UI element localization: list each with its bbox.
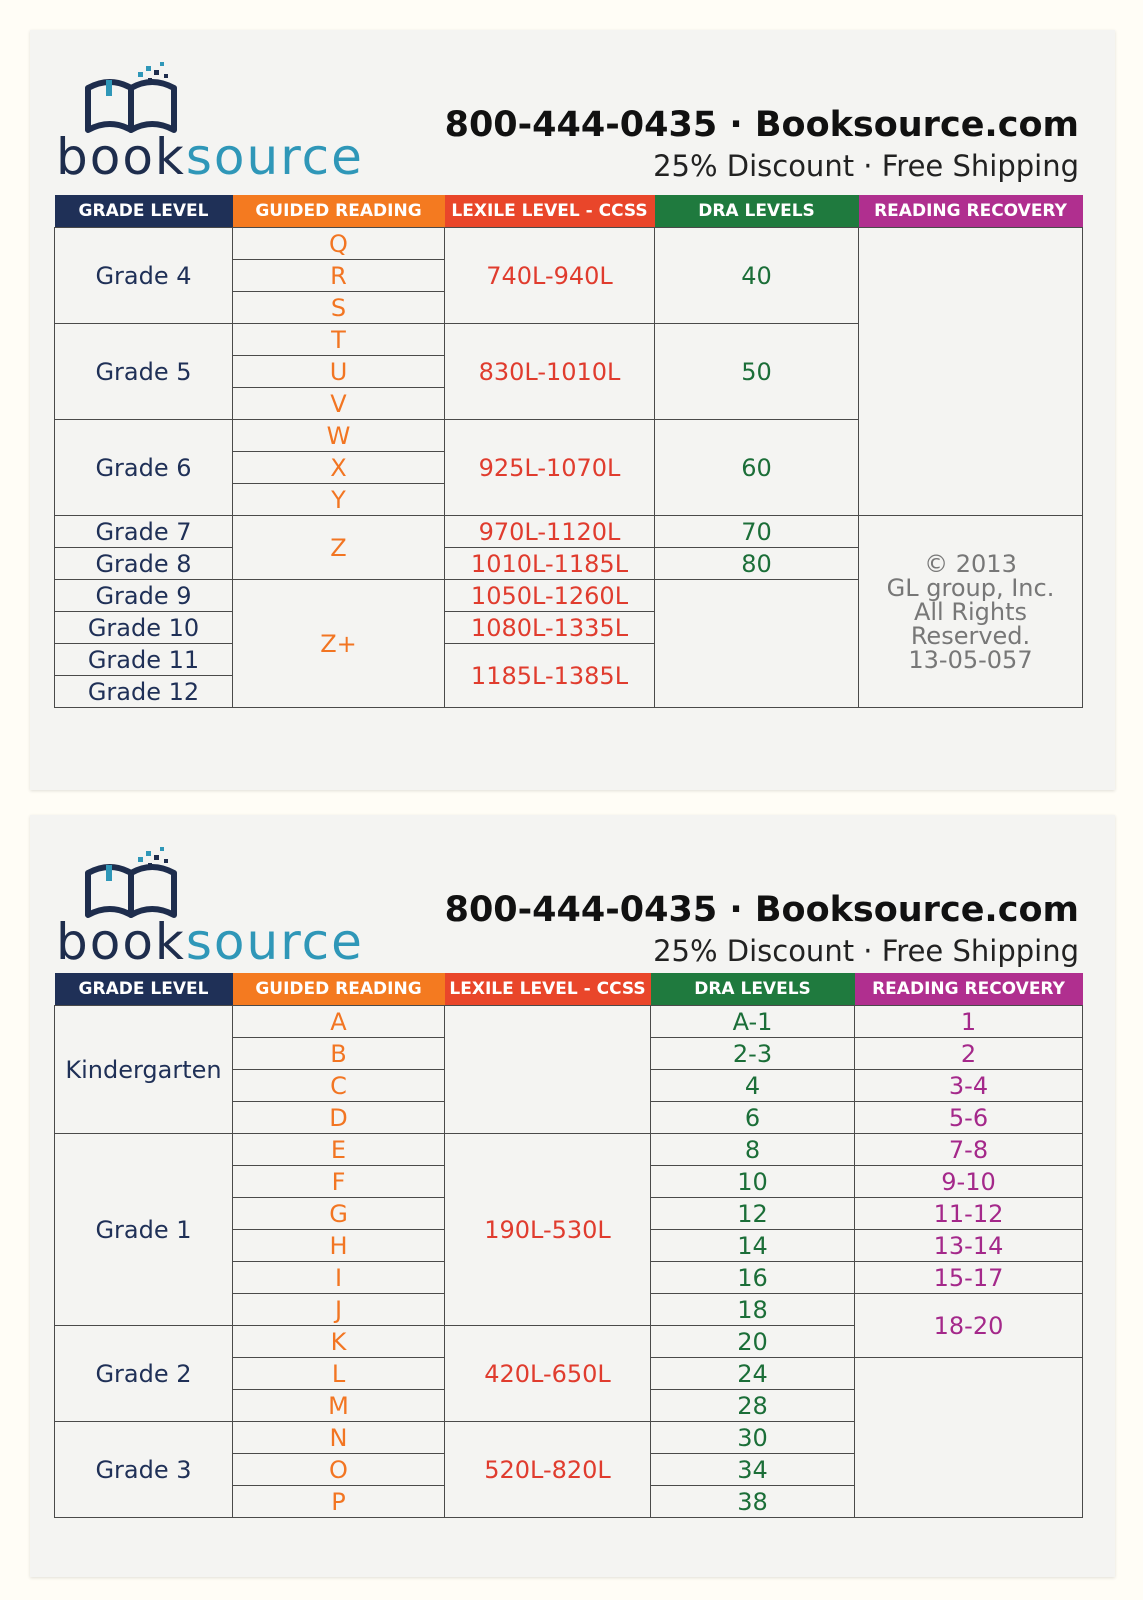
lexile-cell: 740L-940L (445, 228, 655, 324)
rr-cell: 15-17 (855, 1262, 1083, 1294)
dra-cell: 38 (651, 1486, 855, 1518)
guided-cell: X (233, 452, 445, 484)
lexile-cell: 520L-820L (445, 1422, 651, 1518)
header-guided-reading: GUIDED READING (233, 195, 445, 228)
logo-word-source: source (185, 128, 364, 186)
header-guided-reading: GUIDED READING (233, 973, 445, 1006)
logo-wordmark (56, 913, 364, 971)
dra-cell: 50 (655, 324, 859, 420)
grade-cell: Grade 6 (55, 420, 233, 516)
booksource-logo (56, 843, 416, 983)
header-grade-level: GRADE LEVEL (55, 195, 233, 228)
lexile-cell: 1050L-1260L (445, 580, 655, 612)
guided-cell: U (233, 356, 445, 388)
lexile-cell: 1010L-1185L (445, 548, 655, 580)
lexile-cell: 970L-1120L (445, 516, 655, 548)
copyright-line: 13-05-057 (908, 645, 1033, 674)
logo-wordmark (56, 128, 364, 186)
dra-cell: 24 (651, 1358, 855, 1390)
header-dra-levels: DRA LEVELS (655, 195, 859, 228)
table-row (55, 1134, 1083, 1166)
rr-cell: 2 (855, 1038, 1083, 1070)
guided-cell: Z (233, 516, 445, 580)
grade-cell: Grade 1 (55, 1134, 233, 1326)
phone-website: 800-444-0435 · Booksource.com (444, 890, 1079, 930)
lexile-cell: 1080L-1335L (445, 612, 655, 644)
grade-cell: Grade 5 (55, 324, 233, 420)
reading-level-card-upper (30, 30, 1115, 790)
dra-cell: 80 (655, 548, 859, 580)
tagline: 25% Discount · Free Shipping (653, 934, 1079, 968)
copyright-line: GL group, Inc. (886, 573, 1055, 602)
copyright-line: © 2013 (924, 549, 1017, 578)
guided-cell: R (233, 260, 445, 292)
grade-cell: Grade 8 (55, 548, 233, 580)
lexile-empty-cell (445, 1006, 651, 1134)
guided-cell: M (233, 1390, 445, 1422)
rr-cell: 1 (855, 1006, 1083, 1038)
header-reading-recovery: READING RECOVERY (855, 973, 1083, 1006)
guided-cell: K (233, 1326, 445, 1358)
dra-cell: 70 (655, 516, 859, 548)
guided-cell: E (233, 1134, 445, 1166)
dra-cell: 40 (655, 228, 859, 324)
guided-cell: H (233, 1230, 445, 1262)
lexile-cell: 190L-530L (445, 1134, 651, 1326)
guided-cell: Q (233, 228, 445, 260)
phone-website: 800-444-0435 · Booksource.com (444, 105, 1079, 145)
grade-cell: Kindergarten (55, 1006, 233, 1134)
logo-word-book: book (56, 913, 186, 971)
grade-cell: Grade 12 (55, 676, 233, 708)
tagline: 25% Discount · Free Shipping (653, 149, 1079, 183)
guided-cell: V (233, 388, 445, 420)
booksource-logo (56, 58, 416, 198)
rr-cell: 13-14 (855, 1230, 1083, 1262)
dra-cell: 30 (651, 1422, 855, 1454)
guided-cell: W (233, 420, 445, 452)
rr-cell: 3-4 (855, 1070, 1083, 1102)
table-row (55, 228, 1083, 260)
dra-cell: 34 (651, 1454, 855, 1486)
dra-cell: 12 (651, 1198, 855, 1230)
lexile-cell: 925L-1070L (445, 420, 655, 516)
grade-cell: Grade 7 (55, 516, 233, 548)
dra-cell: 20 (651, 1326, 855, 1358)
table-row (55, 1006, 1083, 1038)
rr-cell: 9-10 (855, 1166, 1083, 1198)
grade-cell: Grade 4 (55, 228, 233, 324)
copyright-line: All Rights (913, 597, 1028, 626)
logo-word-source: source (185, 913, 364, 971)
rr-empty-cell (855, 1358, 1083, 1518)
contact-block (445, 890, 1079, 968)
dra-cell: 18 (651, 1294, 855, 1326)
reading-level-table-lower (54, 973, 1083, 1518)
guided-cell: J (233, 1294, 445, 1326)
guided-cell: Y (233, 484, 445, 516)
dra-cell: 2-3 (651, 1038, 855, 1070)
grade-cell: Grade 10 (55, 612, 233, 644)
dra-empty-cell (655, 580, 859, 708)
header-row (55, 195, 1083, 228)
contact-block (445, 105, 1079, 183)
lexile-cell: 1185L-1385L (445, 644, 655, 708)
copyright-notice (859, 516, 1083, 708)
header-reading-recovery: READING RECOVERY (859, 195, 1083, 228)
dra-cell: 16 (651, 1262, 855, 1294)
guided-cell: O (233, 1454, 445, 1486)
dra-cell: 60 (655, 420, 859, 516)
logo-word-book: book (56, 128, 186, 186)
guided-cell: G (233, 1198, 445, 1230)
reading-recovery-empty-cell (859, 228, 1083, 516)
header-lexile-level: LEXILE LEVEL - CCSS (445, 973, 651, 1006)
guided-cell: P (233, 1486, 445, 1518)
dra-cell: 10 (651, 1166, 855, 1198)
table-row (55, 516, 1083, 548)
grade-cell: Grade 9 (55, 580, 233, 612)
reading-level-card-lower (30, 815, 1115, 1577)
rr-cell: 18-20 (855, 1294, 1083, 1358)
guided-cell: C (233, 1070, 445, 1102)
rr-cell: 7-8 (855, 1134, 1083, 1166)
dra-cell: A-1 (651, 1006, 855, 1038)
guided-cell: N (233, 1422, 445, 1454)
header-lexile-level: LEXILE LEVEL - CCSS (445, 195, 655, 228)
grade-cell: Grade 11 (55, 644, 233, 676)
dra-cell: 14 (651, 1230, 855, 1262)
rr-cell: 5-6 (855, 1102, 1083, 1134)
dra-cell: 8 (651, 1134, 855, 1166)
open-book-icon (76, 843, 186, 923)
reading-level-table-upper (54, 195, 1083, 708)
guided-cell: S (233, 292, 445, 324)
dra-cell: 28 (651, 1390, 855, 1422)
guided-cell: A (233, 1006, 445, 1038)
header-grade-level: GRADE LEVEL (55, 973, 233, 1006)
guided-cell: Z+ (233, 580, 445, 708)
dra-cell: 4 (651, 1070, 855, 1102)
dra-cell: 6 (651, 1102, 855, 1134)
grade-cell: Grade 3 (55, 1422, 233, 1518)
guided-cell: L (233, 1358, 445, 1390)
open-book-icon (76, 58, 186, 138)
lexile-cell: 830L-1010L (445, 324, 655, 420)
header-row (55, 973, 1083, 1006)
rr-cell: 11-12 (855, 1198, 1083, 1230)
guided-cell: D (233, 1102, 445, 1134)
guided-cell: I (233, 1262, 445, 1294)
grade-cell: Grade 2 (55, 1326, 233, 1422)
copyright-line: Reserved. (910, 621, 1031, 650)
guided-cell: F (233, 1166, 445, 1198)
lexile-cell: 420L-650L (445, 1326, 651, 1422)
guided-cell: T (233, 324, 445, 356)
header-dra-levels: DRA LEVELS (651, 973, 855, 1006)
guided-cell: B (233, 1038, 445, 1070)
